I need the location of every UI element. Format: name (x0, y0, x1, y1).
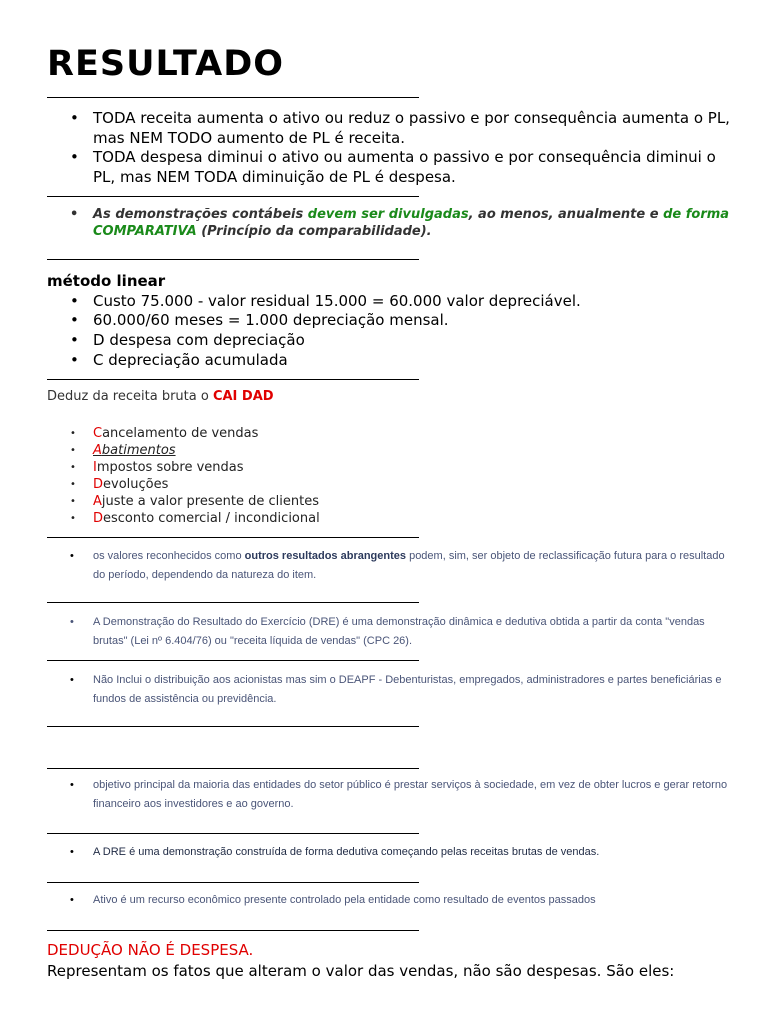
list-item (70, 476, 168, 493)
list-item (70, 613, 730, 651)
highlight-span: devem ser divulgadas (307, 207, 469, 222)
list-item (70, 310, 730, 330)
list-item (70, 330, 730, 350)
text-span: , ao menos, anualmente e (468, 207, 664, 222)
divider (47, 196, 419, 197)
deapf-note: Não Inclui o distribuição aos acionistas mas sim o DEAPF - Debenturistas, empregados, administradores e partes beneficiárias e fundos de assistência ou previdência. (93, 674, 722, 705)
divider (47, 379, 419, 380)
initial-letter: C (93, 426, 103, 441)
bullet-icon: • (70, 109, 79, 127)
bullet-icon: • (70, 479, 76, 490)
list-item-text: batimentos (101, 443, 176, 458)
divider (47, 537, 419, 538)
list-item (70, 891, 730, 910)
list-item (70, 206, 730, 240)
bullet-icon: • (70, 292, 79, 310)
initial-letter: A (93, 494, 102, 509)
bullet-icon: • (70, 428, 76, 439)
bullet-icon: • (70, 616, 74, 628)
highlight-span: de forma COMPARATIVA (93, 207, 730, 239)
list-item (70, 147, 730, 187)
bullet-icon: • (70, 445, 76, 456)
divider (47, 726, 419, 727)
bullet-icon: • (70, 462, 76, 473)
list-item (70, 843, 730, 862)
dre-note: A Demonstração do Resultado do Exercício (DRE) é uma demonstração dinâmica e dedutiva obtida a partir da conta "vendas brutas" (Lei nº 6.404/76) ou "receita líquida de vendas" (CPC 26). (93, 616, 705, 647)
bullet-icon: • (70, 674, 74, 686)
bullet-icon: • (70, 311, 79, 329)
list-item (70, 291, 730, 311)
deduz-line (47, 388, 274, 406)
bullet-icon: • (70, 207, 79, 222)
divider (47, 833, 419, 834)
list-item (70, 459, 244, 476)
section-heading: método linear (47, 272, 166, 290)
ora-note (70, 547, 730, 585)
bullet-icon: • (70, 513, 76, 524)
comparability-note (70, 206, 730, 240)
list-item-text: esconto comercial / incondicional (103, 511, 320, 526)
divider (47, 660, 419, 661)
highlight-span: outros resultados abrangentes (244, 550, 407, 562)
bullet-icon: • (70, 331, 79, 349)
divider (47, 97, 419, 98)
initial-letter: I (93, 460, 97, 475)
divider (47, 882, 419, 883)
list-item-text: mpostos sobre vendas (96, 460, 244, 475)
divider (47, 259, 419, 260)
page-title: RESULTADO (47, 44, 285, 84)
list-item-text: 60.000/60 meses = 1.000 depreciação mensal. (93, 311, 449, 329)
list-item (70, 108, 730, 148)
bullet-icon: • (70, 148, 79, 166)
cai-dad-label: CAI DAD (212, 389, 274, 404)
text-span: Deduz da receita bruta o (47, 389, 213, 404)
bullet-icon: • (70, 846, 74, 858)
receita-note: TODA receita aumenta o ativo ou reduz o passivo e por consequência aumenta o PL, mas NEM TODO aumento de PL é receita. (93, 109, 730, 147)
bullet-icon: • (70, 496, 76, 507)
bullet-icon: • (70, 550, 74, 562)
list-item (70, 671, 730, 709)
list-item (70, 776, 730, 814)
list-item-text: D despesa com depreciação (93, 331, 305, 349)
list-item-text: evoluções (103, 477, 169, 492)
bullet-icon: • (70, 894, 74, 906)
divider (47, 768, 419, 769)
list-item (70, 510, 320, 527)
despesa-note: TODA despesa diminui o ativo ou aumenta o passivo e por consequência diminui o PL, mas NEM TODA diminuição de PL é despesa. (93, 148, 716, 186)
initial-letter: A (93, 443, 102, 458)
list-item (70, 350, 730, 370)
ativo-note: Ativo é um recurso econômico presente controlado pela entidade como resultado de eventos passados (93, 894, 596, 906)
initial-letter: D (93, 477, 104, 492)
deducao-text: Representam os fatos que alteram o valor das vendas, não são despesas. São eles: (47, 962, 675, 980)
list-item-text: juste a valor presente de clientes (101, 494, 319, 509)
list-item (70, 547, 730, 585)
divider (47, 930, 419, 931)
list-item-text: ancelamento de vendas (102, 426, 259, 441)
initial-letter: D (93, 511, 104, 526)
bullet-icon: • (70, 779, 74, 791)
text-span: (Princípio da comparabilidade). (196, 224, 432, 239)
list-item (70, 442, 176, 459)
list-item-text: Custo 75.000 - valor residual 15.000 = 60.000 valor depreciável. (93, 292, 581, 310)
bullet-icon: • (70, 351, 79, 369)
dre-dedutiva-note: A DRE é uma demonstração construída de forma dedutiva começando pelas receitas brutas de vendas. (93, 846, 600, 858)
text-span: podem, sim, ser objeto de reclassificação futura para o resultado do período, dependendo da natureza do item. (93, 550, 725, 581)
text-span: os valores reconhecidos como (93, 550, 245, 562)
public-sector-note: objetivo principal da maioria das entidades do setor público é prestar serviços à sociedade, em vez de obter lucros e gerar retorno financeiro aos investidores e ao governo. (93, 779, 728, 810)
list-item (70, 493, 319, 510)
list-item-text: C depreciação acumulada (93, 351, 288, 369)
list-item (70, 425, 258, 442)
deducao-heading: DEDUÇÃO NÃO É DESPESA. (47, 941, 254, 959)
text-span: As demonstrações contábeis (93, 207, 308, 222)
divider (47, 602, 419, 603)
